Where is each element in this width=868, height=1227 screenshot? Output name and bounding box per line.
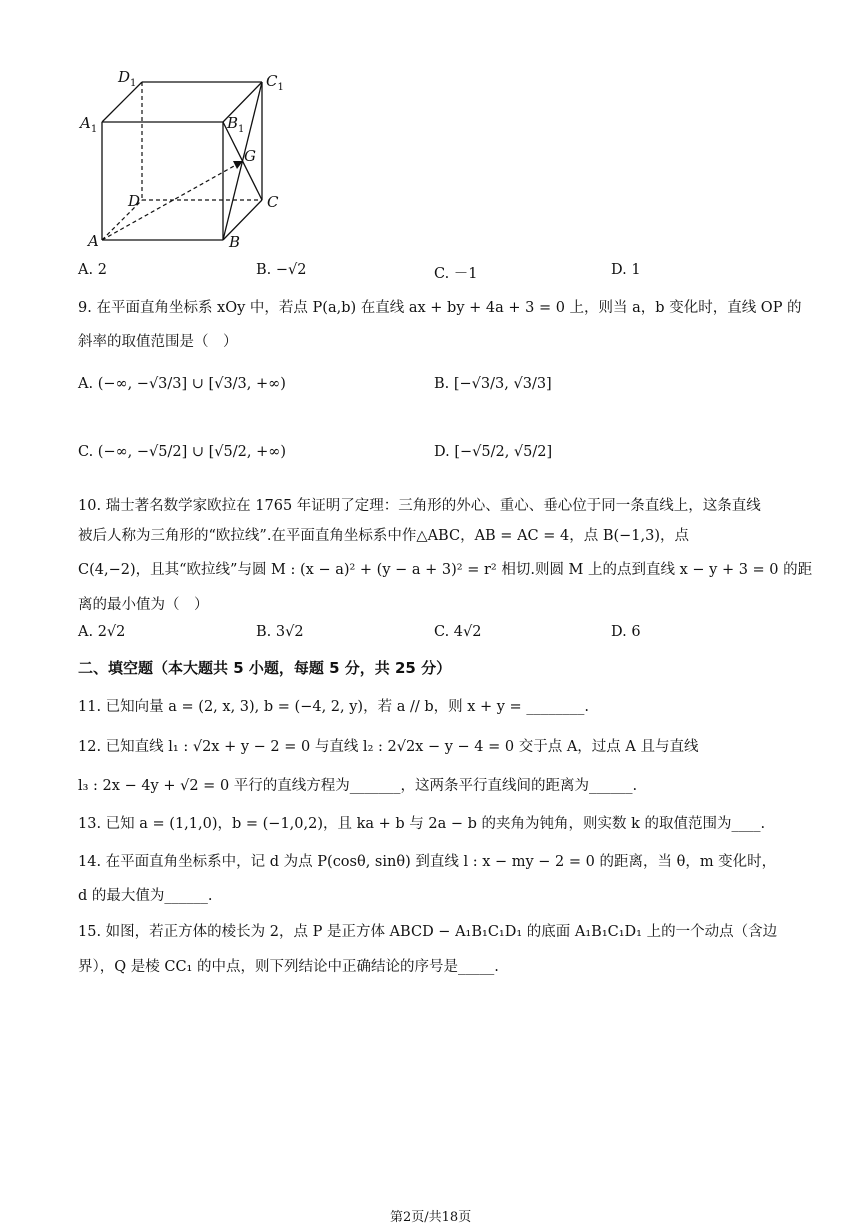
label-G: G <box>244 147 256 165</box>
q14-text-line1: 14. 在平面直角坐标系中，记 d 为点 P(cosθ, sinθ) 到直线 l : x − my − 2 = 0 的距离，当 θ，m 变化时， <box>78 854 777 870</box>
q15-text-line2: 界），Q 是棱 CC₁ 的中点，则下列结论中正确结论的序号是_____. <box>78 959 499 975</box>
label-C1: $C_1$ <box>266 72 284 93</box>
q10-text-line4: 离的最小值为（ ） <box>78 597 209 613</box>
q15-text-line1: 15. 如图，若正方体的棱长为 2，点 P 是正方体 ABCD − A₁B₁C₁D₁ 的底面 A₁B₁C₁D₁ 上的一个动点（含边 <box>78 924 778 940</box>
q10-option-c: C. 4√2 <box>434 624 482 640</box>
q10-text-line1: 10. 瑞士著名数学家欧拉在 1765 年证明了定理：三角形的外心、重心、垂心位于同一条直线上，这条直线 <box>78 498 761 514</box>
q8-option-d: D. 1 <box>611 262 641 278</box>
q8-option-b: B. −√2 <box>256 262 307 278</box>
label-D1: $D_1$ <box>118 68 137 89</box>
q10-option-d: D. 6 <box>611 624 641 640</box>
label-D: D <box>128 192 141 210</box>
q10-text-line2: 被后人称为三角形的“欧拉线”.在平面直角坐标系中作△ABC，AB = AC = 4，点 B(−1,3)，点 <box>78 528 690 544</box>
q9-text-line2: 斜率的取值范围是（ ） <box>78 334 238 350</box>
label-B: B <box>229 233 241 251</box>
q9-option-a: A. (−∞, −√3/3] ∪ [√3/3, +∞) <box>78 376 286 392</box>
page-number: 第2页/共18页 <box>390 1210 472 1225</box>
q12-text-line2: l₃ : 2x − 4y + √2 = 0 平行的直线方程为_______，这两条平行直线间的距离为______. <box>78 778 638 794</box>
q8-option-a: A. 2 <box>78 262 107 278</box>
q14-text-line2: d 的最大值为______. <box>78 888 213 904</box>
q12-text-line1: 12. 已知直线 l₁ : √2x + y − 2 = 0 与直线 l₂ : 2√2x − y − 4 = 0 交于点 A，过点 A 且与直线 <box>78 739 699 755</box>
q13-text: 13. 已知 a = (1,1,0)，b = (−1,0,2)，且 ka + b 与 2a − b 的夹角为钝角，则实数 k 的取值范围为____. <box>78 816 766 832</box>
q11-text: 11. 已知向量 a = (2, x, 3), b = (−4, 2, y)，若 a // b，则 x + y = ________. <box>78 699 589 715</box>
label-A: A <box>88 232 99 250</box>
q10-text-line3: C(4,−2)，且其“欧拉线”与圆 M : (x − a)² + (y − a + 3)² = r² 相切.则圆 M 上的点到直线 x − y + 3 = 0 的距 <box>78 562 813 578</box>
q9-option-b: B. [−√3/3, √3/3] <box>434 376 552 392</box>
label-C: C <box>267 193 279 211</box>
label-B1: $B_1$ <box>227 114 245 135</box>
section-heading-fill-in: 二、填空题（本大题共 5 小题，每题 5 分，共 25 分） <box>78 659 452 677</box>
q9-option-c: C. (−∞, −√5/2] ∪ [√5/2, +∞) <box>78 444 286 460</box>
q9-text-line1: 9. 在平面直角坐标系 xOy 中，若点 P(a,b) 在直线 ax + by + 4a + 3 = 0 上，则当 a，b 变化时，直线 OP 的 <box>78 300 802 316</box>
q10-option-b: B. 3√2 <box>256 624 304 640</box>
q10-option-a: A. 2√2 <box>78 624 126 640</box>
q9-option-d: D. [−√5/2, √5/2] <box>434 444 553 460</box>
label-A1: $A_1$ <box>80 114 98 135</box>
q8-option-c: C. －1 <box>434 266 478 282</box>
